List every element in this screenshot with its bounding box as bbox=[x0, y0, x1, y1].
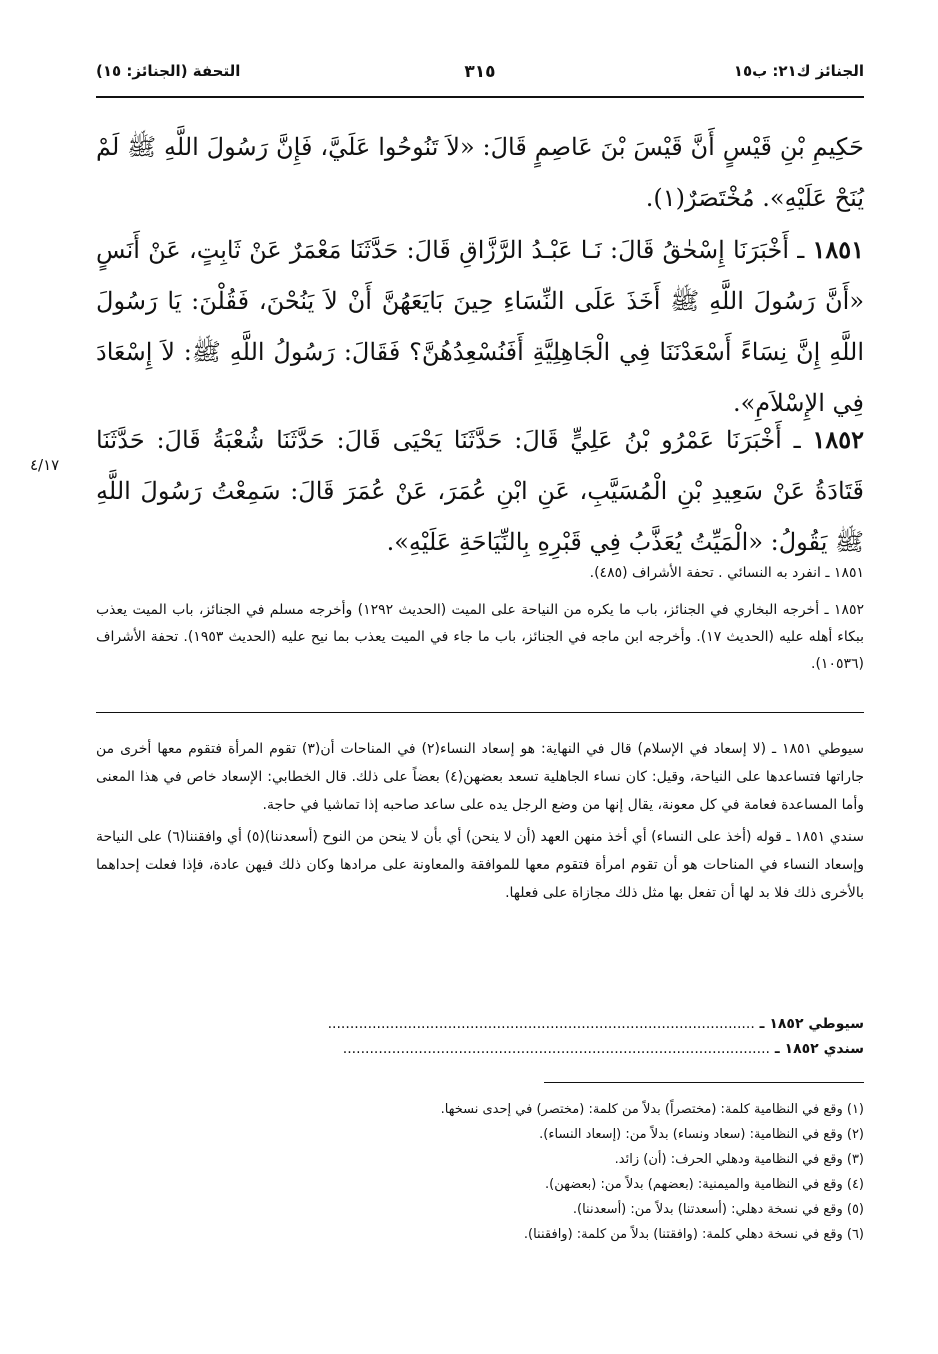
takhrij-1852: ١٨٥٢ ـ أخرجه البخاري في الجنائز، باب ما يكره من النياحة على الميت (الحديث ١٢٩٢) وأخرجه مسلم في الجنائز، باب الميت يعذب ببكاء أهله عليه (الحديث ١٧). وأخرجه ابن ماجه في الجنائز، باب ما جاء في الميت يعذب بما نيح عليه (الحديث ١٩٥٣). تحفة الأشراف (١٠٥٣٦). bbox=[96, 602, 864, 672]
hadith-text: ـ أَخْبَرَنَا عَمْرُو بْنُ عَلِيٍّ قَالَ: حَدَّثَنَا يَحْيَى قَالَ: حَدَّثَنَا شُعْبَةُ قَالَ: حَدَّثَنَا قَتَادَةُ عَنْ سَعِيدِ بْنِ الْمُسَيَّبِ، عَنِ ابْنِ عُمَرَ، عَنْ عُمَرَ قَالَ: سَمِعْتُ رَسُولَ اللَّهِ ﷺ يَقُولُ: «الْمَيِّتُ يُعَذَّبُ فِي قَبْرِهِ بِالنِّيَاحَةِ عَلَيْهِ». bbox=[96, 426, 864, 556]
dotline-label: سندي ١٨٥٢ ـ bbox=[774, 1041, 864, 1057]
takhrij-1851: ١٨٥١ ـ انفرد به النسائي . تحفة الأشراف (٤٨٥). bbox=[589, 565, 864, 581]
sindi-1852-line bbox=[96, 1041, 864, 1065]
dotline-dots: ................................................................................................ bbox=[342, 1041, 770, 1057]
commentary-rule bbox=[96, 712, 864, 713]
footnote: (٤) وقع في النظامية والميمنية: (بعضهم) بدلاً من: (بعضهن). bbox=[544, 1177, 864, 1192]
footnote: (٢) وقع في النظامية: (سعاد ونساء) بدلاً من: (إسعاد النساء). bbox=[539, 1127, 864, 1142]
footnote: (٦) وقع في نسخة دهلي كلمة: (وافقتنا) بدلاً من كلمة: (وافقننا). bbox=[523, 1227, 864, 1242]
dotline-dots: ................................................................................................ bbox=[327, 1016, 755, 1032]
dotline-label: سيوطي ١٨٥٢ ـ bbox=[759, 1016, 864, 1032]
header-tuhfa-ref: التحفة (الجنائز: ١٥) bbox=[96, 62, 241, 80]
hadith-number: ١٨٥١ bbox=[812, 235, 865, 264]
hadith-text: ـ أَخْبَرَنَا إِسْحٰقُ قَالَ: نَـا عَبْـدُ الرَّزَّاقِ قَالَ: حَدَّثَنَا مَعْمَرٌ عَنْ ثَابِتٍ، عَنْ أَنَسٍ «أَنَّ رَسُولَ اللَّهِ ﷺ أَخَذَ عَلَى النِّسَاءِ حِينَ بَايَعَهُنَّ أَنْ لاَ يَنُحْنَ، فَقُلْنَ: يَا رَسُولَ اللَّهِ إِنَّ نِسَاءً أَسْعَدْنَنَا فِي الْجَاهِلِيَّةِ أَفَنُسْعِدُهُنَّ؟ فَقَالَ: رَسُولُ اللَّهِ ﷺ: لاَ إِسْعَادَ فِي الإِسْلاَمِ». bbox=[96, 236, 864, 417]
header-chapter-ref: الجنائز ك٢١: ب١٥ bbox=[733, 62, 864, 80]
hadith-number: ١٨٥٢ bbox=[812, 425, 864, 454]
footnote: (٣) وقع في النظامية ودهلي الحرف: (أن) زائد. bbox=[614, 1152, 864, 1167]
hadith-1851 bbox=[96, 224, 864, 429]
page-number: ٣١٥ bbox=[464, 62, 496, 82]
commentary bbox=[96, 735, 864, 911]
suyuti-1851: سيوطي ١٨٥١ ـ (لا إسعاد في الإسلام) قال في النهاية: هو إسعاد النساء(٢) في المناحات أن(٣) تقوم المرأة فتقوم معها أخرى من جاراتها فتساعدها على النياحة، وقيل: كان نساء الجاهلية تسعد بعضهن(٤) بعضاً على ذلك. قال الخطابي: الإسعاد خاص في هذا المعنى وأما المساعدة فعامة في كل معونة، يقال إنها من وضع الرجل يده على ساعد صاحبه إذا تماشيا في حاجة. bbox=[96, 741, 865, 813]
footnote: (٥) وقع في نسخة دهلي: (أسعدتنا) بدلاً من: (أسعدننا). bbox=[572, 1202, 864, 1217]
footnote-rule bbox=[544, 1082, 864, 1083]
header-rule bbox=[96, 96, 864, 98]
margin-reference: ٤/١٧ bbox=[30, 456, 60, 474]
takhrij-notes bbox=[96, 560, 864, 688]
footnote: (١) وقع في النظامية كلمة: (مختصراً) بدلاً من كلمة: (مختصر) في إحدى نسخها. bbox=[440, 1102, 864, 1117]
footnotes bbox=[96, 1097, 864, 1247]
hadith-continuation: حَكِيمِ بْنِ قَيْسٍ أَنَّ قَيْسَ بْنَ عَاصِمٍ قَالَ: «لاَ تَنُوحُوا عَلَيَّ، فَإِنَّ رَسُولَ اللَّهِ ﷺ لَمْ يُنَحْ عَلَيْهِ». مُخْتَصَرٌ(١). bbox=[96, 133, 864, 212]
sindi-1851: سندي ١٨٥١ ـ قوله (أخذ على النساء) أي أخذ منهن العهد (أن لا ينحن) أي بأن لا ينحن من النوح (أسعدننا)(٥) أي وافقننا(٦) على النياحة وإسعاد النساء في المناحات هو أن تقوم امرأة فتقوم معها للموافقة والمعاونة على مرادها وكان ذلك فيهن عادة، فإذا فعلت إحداهما بالأخرى ذلك فلا بد لها أن تفعل بها مثل ذلك مجازاة على فعلها. bbox=[96, 829, 864, 901]
page-header bbox=[96, 62, 864, 92]
suyuti-1852-line bbox=[96, 1016, 864, 1040]
hadith-1852 bbox=[96, 414, 864, 568]
